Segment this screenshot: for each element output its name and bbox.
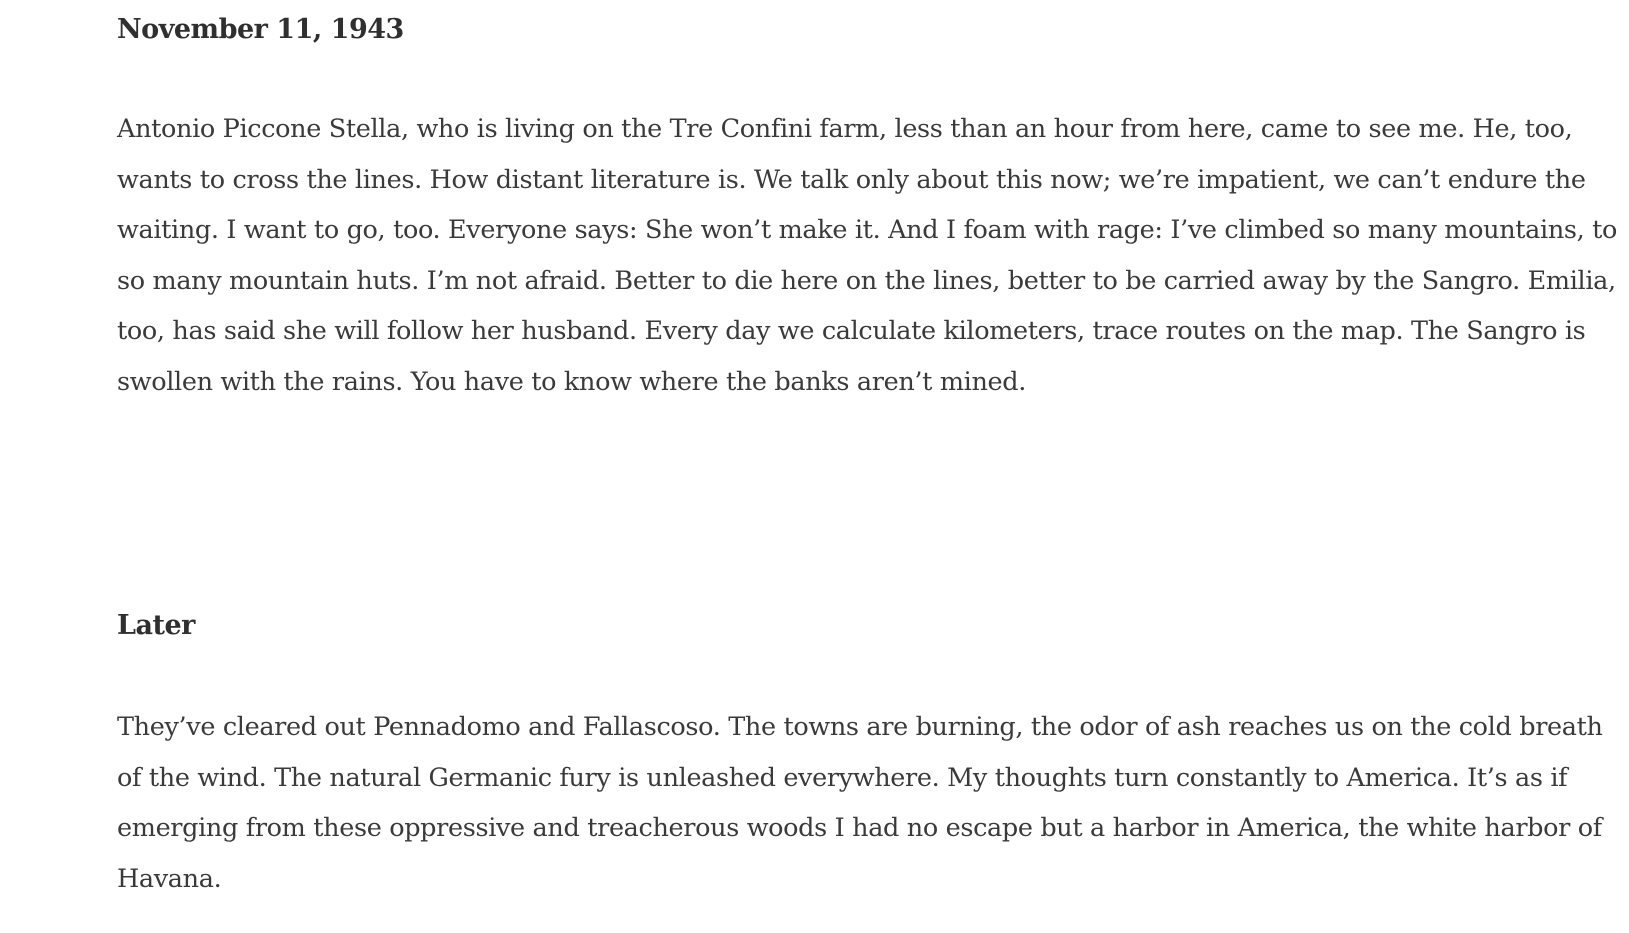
entry-later-heading: Later [117,610,195,641]
entry-paragraph: Antonio Piccone Stella, who is living on the Tre Confini farm, less than an hour from here, came to see me. He, too, wants to cross the lines. How distant literature is. We talk only about this now; we’re impatient, we can’t endure the waiting. I want to go, too. Everyone says: She won’t make it. And I foam with rage: I’ve climbed so many mountains, to so many mountain huts. I’m not afraid. Better to die here on the lines, better to be carried away by the Sangro. Emilia, too, has said she will follow her husband. Every day we calculate kilometers, trace routes on the map. The Sangro is swollen with the rains. You have to know where the banks aren’t mined. [117,114,1618,397]
entry-paragraph: They’ve cleared out Pennadomo and Fallascoso. The towns are burning, the odor of ash reaches us on the cold breath of the wind. The natural Germanic fury is unleashed everywhere. My thoughts turn constantly to America. It’s as if emerging from these oppressive and treacherous woods I had no escape but a harbor in America, the white harbor of Havana. [117,712,1603,894]
entry-date-heading: November 11, 1943 [117,14,404,45]
